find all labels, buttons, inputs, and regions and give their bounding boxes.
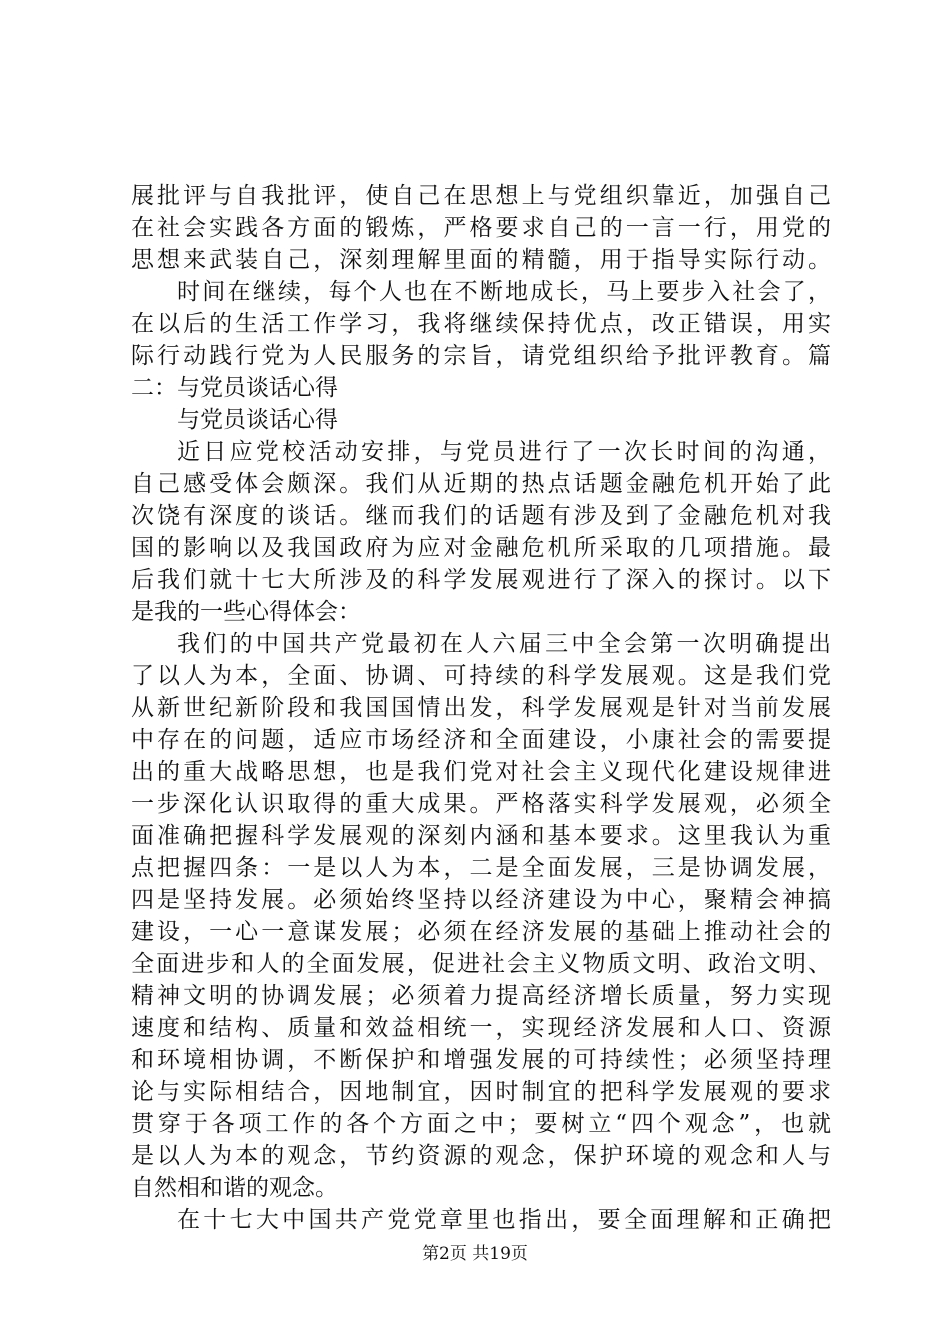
text-line: 国的影响以及我国政府为应对金融危机所采取的几项措施。最 <box>131 535 831 561</box>
text-line: 四是坚持发展。必须始终坚持以经济建设为中心，聚精会神搞 <box>131 887 831 913</box>
text-line: 了以人为本，全面、协调、可持续的科学发展观。这是我们党 <box>131 663 831 689</box>
text-line: 面准确把握科学发展观的深刻内涵和基本要求。这里我认为重 <box>131 823 831 849</box>
page-footer: 第2页 共19页 <box>422 1244 528 1264</box>
text-line: 点把握四条：一是以人为本，二是全面发展，三是协调发展， <box>131 855 831 881</box>
text-line: 建设，一心一意谋发展；必须在经济发展的基础上推动社会的 <box>131 919 831 945</box>
text-line: 二：与党员谈话心得 <box>131 375 338 401</box>
text-line: 后我们就十七大所涉及的科学发展观进行了深入的探讨。以下 <box>131 567 831 593</box>
text-line: 自己感受体会颇深。我们从近期的热点话题金融危机开始了此 <box>131 471 831 497</box>
text-line: 精神文明的协调发展；必须着力提高经济增长质量，努力实现 <box>131 983 831 1009</box>
text-line: 全面进步和人的全面发展，促进社会主义物质文明、政治文明、 <box>131 951 831 977</box>
text-line: 次饶有深度的谈话。继而我们的话题有涉及到了金融危机对我 <box>131 503 831 529</box>
text-line: 我们的中国共产党最初在人六届三中全会第一次明确提出 <box>177 631 831 657</box>
text-line: 论与实际相结合，因地制宜，因时制宜的把科学发展观的要求 <box>131 1079 831 1105</box>
text-line: 一步深化认识取得的重大成果。严格落实科学发展观，必须全 <box>131 791 831 817</box>
text-line: 际行动践行党为人民服务的宗旨，请党组织给予批评教育。篇 <box>131 343 831 369</box>
text-line: 自然相和谐的观念。 <box>131 1175 338 1201</box>
text-line: 时间在继续，每个人也在不断地成长，马上要步入社会了， <box>177 279 831 305</box>
text-line: 速度和结构、质量和效益相统一，实现经济发展和人口、资源 <box>131 1015 831 1041</box>
text-line: 是我的一些心得体会： <box>131 599 361 625</box>
text-line: 中存在的问题，适应市场经济和全面建设，小康社会的需要提 <box>131 727 831 753</box>
text-line: 与党员谈话心得 <box>177 407 338 433</box>
text-line: 从新世纪新阶段和我国国情出发，科学发展观是针对当前发展 <box>131 695 831 721</box>
text-line: 是以人为本的观念，节约资源的观念，保护环境的观念和人与 <box>131 1143 831 1169</box>
text-line: 在十七大中国共产党党章里也指出，要全面理解和正确把 <box>177 1207 831 1233</box>
text-line: 贯穿于各项工作的各个方面之中；要树立“四个观念”，也就 <box>131 1111 831 1137</box>
text-line: 出的重大战略思想，也是我们党对社会主义现代化建设规律进 <box>131 759 831 785</box>
text-line: 展批评与自我批评，使自己在思想上与党组织靠近，加强自己 <box>131 183 831 209</box>
text-line: 在以后的生活工作学习，我将继续保持优点，改正错误，用实 <box>131 311 831 337</box>
text-line: 在社会实践各方面的锻炼，严格要求自己的一言一行，用党的 <box>131 215 831 241</box>
text-line: 和环境相协调，不断保护和增强发展的可持续性；必须坚持理 <box>131 1047 831 1073</box>
text-line: 近日应党校活动安排，与党员进行了一次长时间的沟通， <box>177 439 831 465</box>
text-line: 思想来武装自己，深刻理解里面的精髓，用于指导实际行动。 <box>131 247 831 273</box>
document-body <box>131 180 831 1236</box>
